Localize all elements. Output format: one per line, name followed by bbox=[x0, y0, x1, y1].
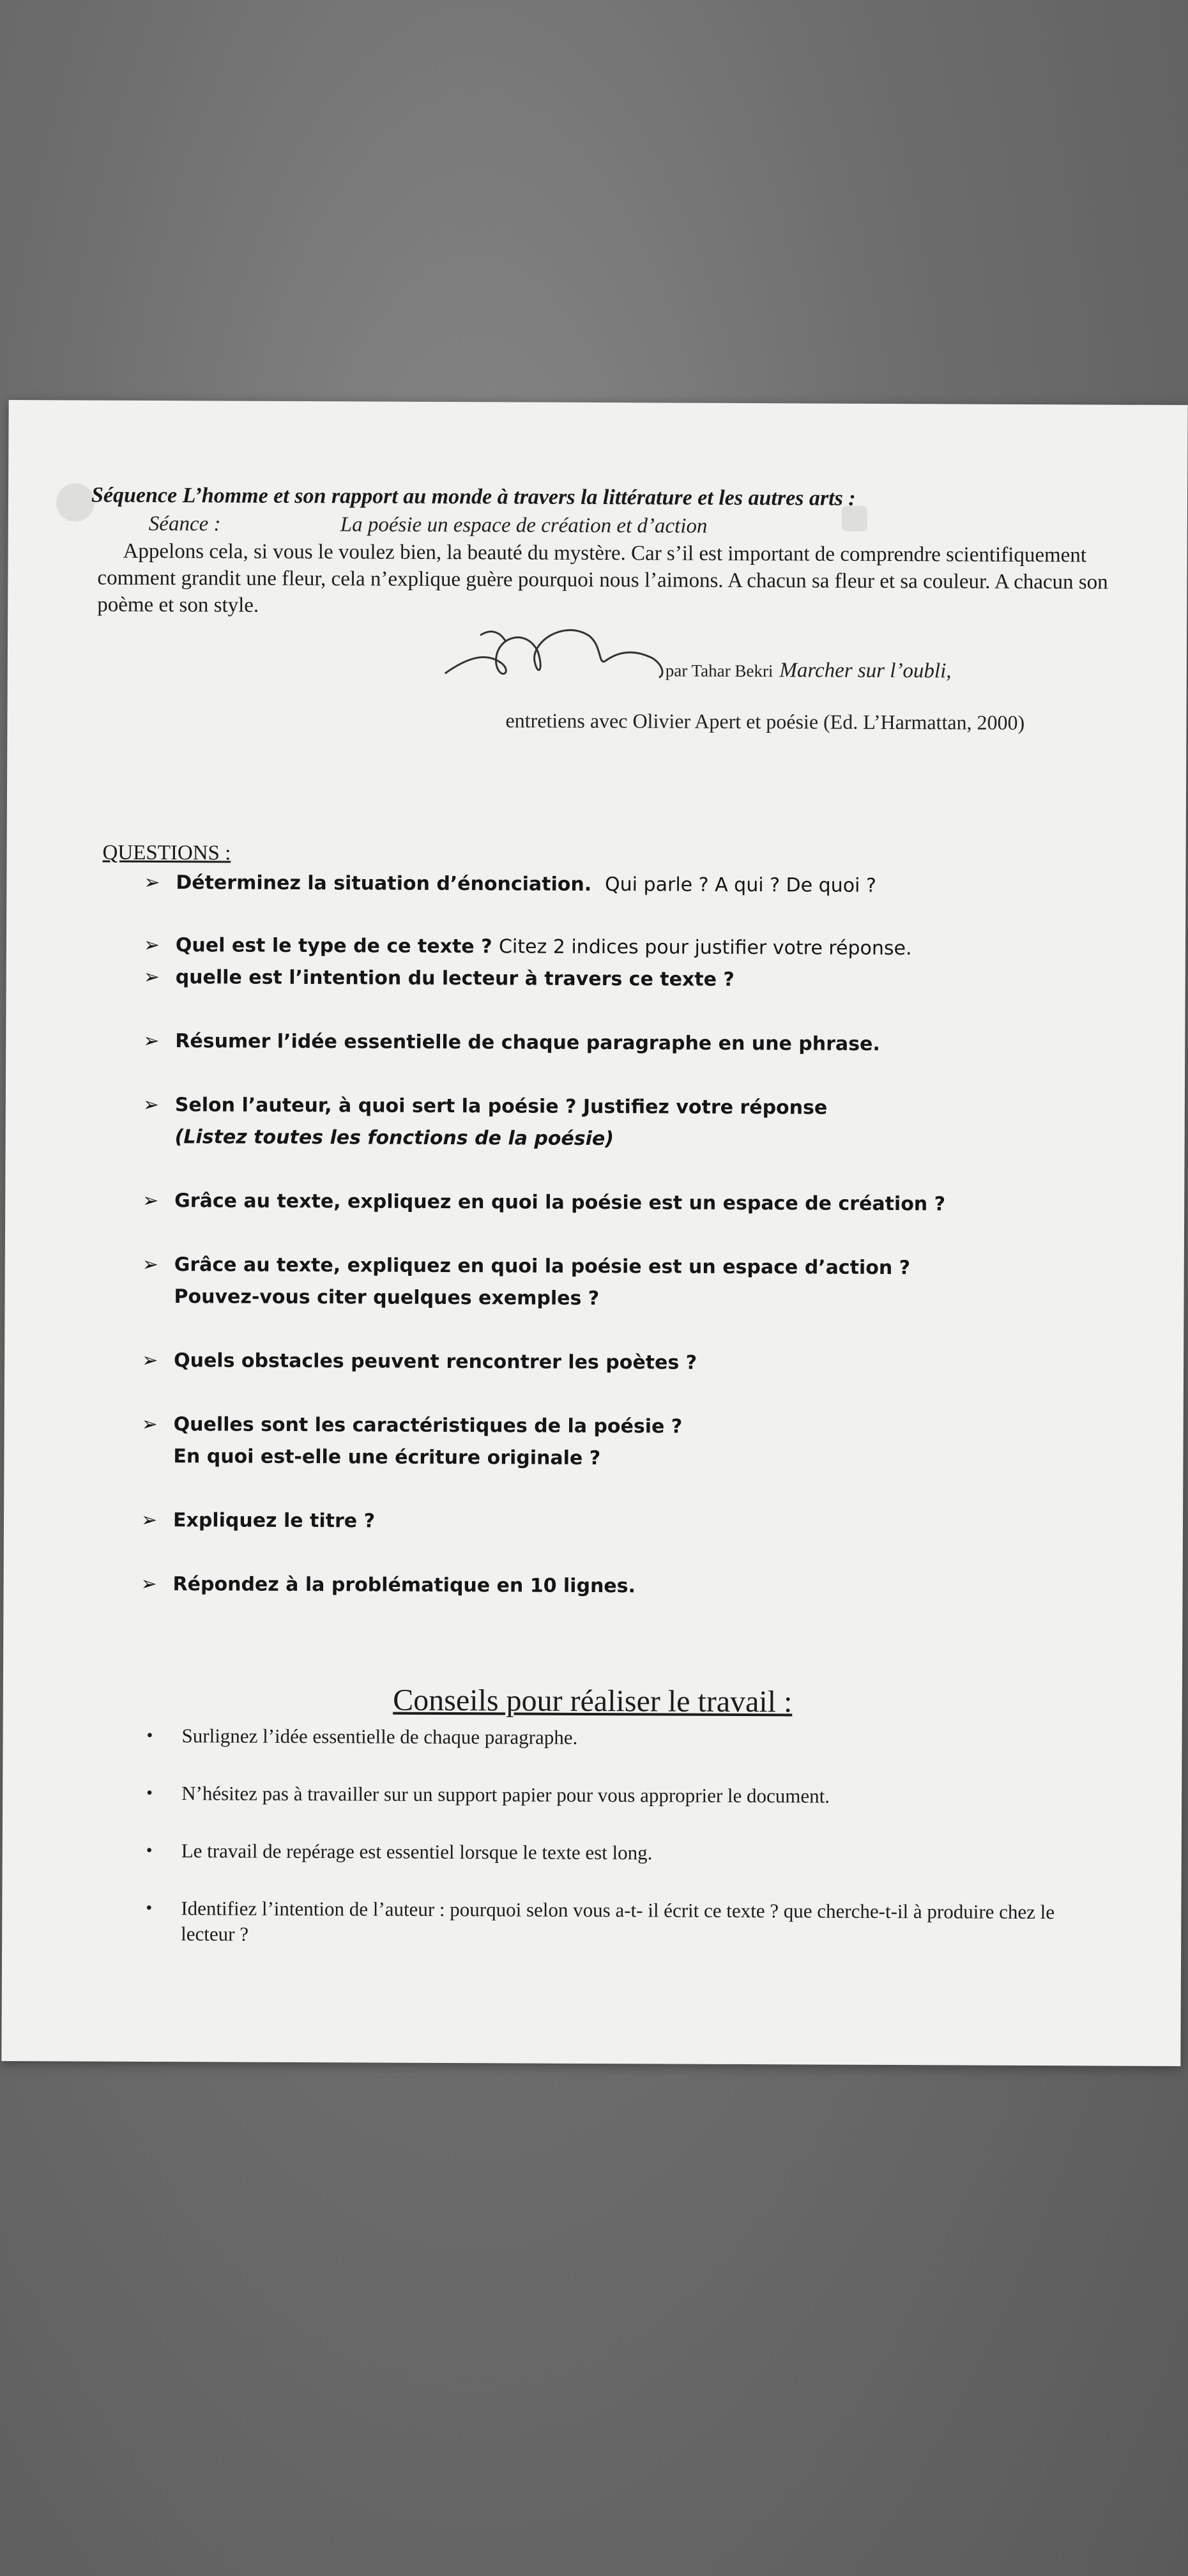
author-name: par Tahar Bekri bbox=[665, 661, 773, 681]
close-icon bbox=[56, 483, 95, 521]
arrow-icon: ➢ bbox=[142, 1349, 158, 1372]
author-line bbox=[666, 658, 952, 683]
arrow-icon: ➢ bbox=[144, 871, 160, 894]
worksheet-paper bbox=[1, 400, 1187, 2066]
arrow-icon: ➢ bbox=[143, 965, 160, 989]
book-title: Marcher sur l’oubli, bbox=[779, 659, 952, 683]
tip-2: • N’hésitez pas à travailler sur un support papier pour vous approprier le document. bbox=[181, 1781, 1088, 1810]
question-1: ➢ Déterminez la situation d’énonciation. Qui parle ? A qui ? De quoi ? bbox=[144, 867, 876, 902]
question-7: ➢ Grâce au texte, expliquez en quoi la poésie est un espace d’action ? Pouvez-vous citer quelques exemples ? bbox=[142, 1249, 910, 1316]
seance-label: Séance : bbox=[148, 512, 221, 536]
tip-3: • Le travail de repérage est essentiel lorsque le texte est long. bbox=[181, 1838, 1088, 1867]
bullet-icon: • bbox=[146, 1725, 153, 1745]
question-4: ➢ Résumer l’idée essentielle de chaque paragraphe en une phrase. bbox=[143, 1025, 880, 1061]
arrow-icon: ➢ bbox=[141, 1508, 158, 1532]
source-line: entretiens avec Olivier Apert et poésie (Ed. L’Harmattan, 2000) bbox=[505, 709, 1025, 734]
question-10: ➢ Expliquez le titre ? bbox=[141, 1505, 375, 1538]
question-8: ➢ Quels obstacles peuvent rencontrer les poètes ? bbox=[142, 1345, 697, 1379]
bullet-icon: • bbox=[146, 1840, 153, 1860]
question-6: ➢ Grâce au texte, expliquez en quoi la poésie est un espace de création ? bbox=[142, 1185, 945, 1220]
arrow-icon: ➢ bbox=[142, 1093, 160, 1117]
bullet-icon: • bbox=[146, 1897, 153, 1918]
conseils-title: Conseils pour réaliser le travail : bbox=[393, 1683, 793, 1719]
arrow-icon: ➢ bbox=[143, 933, 160, 957]
questions-heading: QUESTIONS : bbox=[102, 841, 231, 865]
question-2: ➢ Quel est le type de ce texte ? Citez 2 indices pour justifier votre réponse. bbox=[144, 930, 912, 965]
seance-title: La poésie un espace de création et d’action bbox=[340, 513, 708, 538]
tip-1: • Surlignez l’idée essentielle de chaque paragraphe. bbox=[181, 1723, 1088, 1752]
arrow-icon: ➢ bbox=[141, 1572, 157, 1596]
arrow-icon: ➢ bbox=[142, 1189, 159, 1213]
sequence-title: Séquence L’homme et son rapport au monde à travers la littérature et les autres arts : bbox=[91, 483, 856, 510]
arrow-icon: ➢ bbox=[141, 1413, 158, 1436]
quote-paragraph: Appelons cela, si vous le voulez bien, la beauté du mystère. Car s’il est important de comprendre scientifiquement comment grandit une fleur, cela n’explique guère pourquoi nous l’aimons. A chacun sa fleur et sa couleur. A chacun son poème et son style. bbox=[97, 539, 1108, 617]
tip-4: • Identifiez l’intention de l’auteur : pourquoi selon vous a-t- il écrit ce texte ? que cherche-t-il à produire chez le lecteur ? bbox=[181, 1896, 1088, 1951]
question-3: ➢ quelle est l’intention du lecteur à travers ce texte ? bbox=[144, 962, 735, 996]
question-9: ➢ Quelles sont les caractéristiques de la poésie ? En quoi est-elle une écriture originale ? bbox=[141, 1409, 682, 1475]
question-5: ➢ Selon l’auteur, à quoi sert la poésie ? Justifiez votre réponse (Listez toutes les fonctions de la poésie) bbox=[143, 1089, 828, 1156]
arrow-icon: ➢ bbox=[142, 1253, 158, 1276]
bullet-icon: • bbox=[146, 1782, 153, 1803]
question-11: ➢ Répondez à la problématique en 10 lignes. bbox=[141, 1568, 636, 1602]
handwritten-scribble bbox=[442, 613, 672, 684]
arrow-icon: ➢ bbox=[143, 1029, 160, 1053]
